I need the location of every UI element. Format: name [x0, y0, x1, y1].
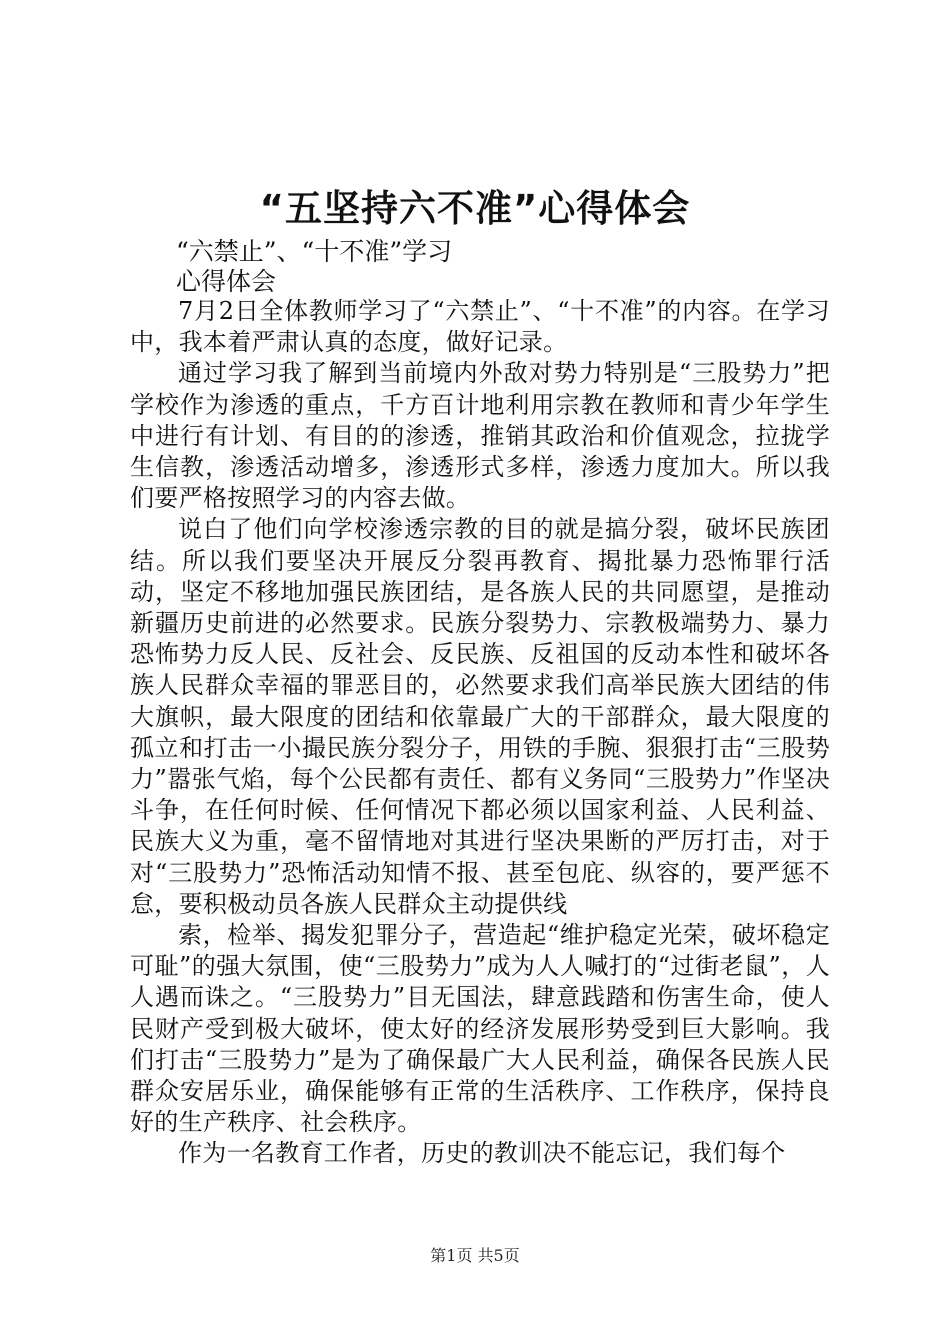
paragraph-2: 通过学习我了解到当前境内外敌对势力特别是“三股势力”把学校作为渗透的重点，千方百计地利用宗教在教师和青少年学生中进行有计划、有目的的渗透，推销其政治和价值观念，拉拢学生信教，渗透活动增多，渗透形式多样，渗透力度加大。所以我们要严格按照学习的内容去做。: [130, 359, 830, 513]
document-title: “五坚持六不准”心得体会: [259, 187, 691, 230]
paragraph-5: 作为一名教育工作者，历史的教训决不能忘记，我们每个: [178, 1139, 786, 1168]
page-number-footer: 第1页 共5页: [430, 1246, 520, 1265]
document-body: [130, 296, 830, 1170]
document-subtitle-line2: 心得体会: [176, 267, 277, 296]
paragraph-1: 7月2日全体教师学习了“六禁止”、“十不准”的内容。在学习中，我本着严肃认真的态度，做好记录。: [130, 297, 830, 357]
paragraph-4: 索，检举、揭发犯罪分子，营造起“维护稳定光荣，破坏稳定可耻”的强大氛围，使“三股势力”成为人人喊打的“过街老鼠”，人人遇而诛之。“三股势力”目无国法，肆意践踏和伤害生命，使人民财产受到极大破坏，使太好的经济发展形势受到巨大影响。我们打击“三股势力”是为了确保最广大人民利益，确保各民族人民群众安居乐业，确保能够有正常的生活秩序、工作秩序，保持良好的生产秩序、社会秩序。: [130, 921, 830, 1137]
paragraph-3: 说白了他们向学校渗透宗教的目的就是搞分裂，破坏民族团结。所以我们要坚决开展反分裂再教育、揭批暴力恐怖罪行活动，坚定不移地加强民族团结，是各族人民的共同愿望，是推动新疆历史前进的必然要求。民族分裂势力、宗教极端势力、暴力恐怖势力反人民、反社会、反民族、反祖国的反动本性和破坏各族人民群众幸福的罪恶目的，必然要求我们高举民族大团结的伟大旗帜，最大限度的团结和依靠最广大的干部群众，最大限度的孤立和打击一小撮民族分裂分子，用铁的手腕、狠狠打击“三股势力”嚣张气焰，每个公民都有责任、都有义务同“三股势力”作坚决斗争，在任何时候、任何情况下都必须以国家利益、人民利益、民族大义为重，毫不留情地对其进行坚决果断的严厉打击，对于对“三股势力”恐怖活动知情不报、甚至包庇、纵容的，要严惩不怠，要积极动员各族人民群众主动提供线: [130, 515, 830, 918]
document-subtitle-line1: “六禁止”、“十不准”学习: [176, 237, 453, 266]
